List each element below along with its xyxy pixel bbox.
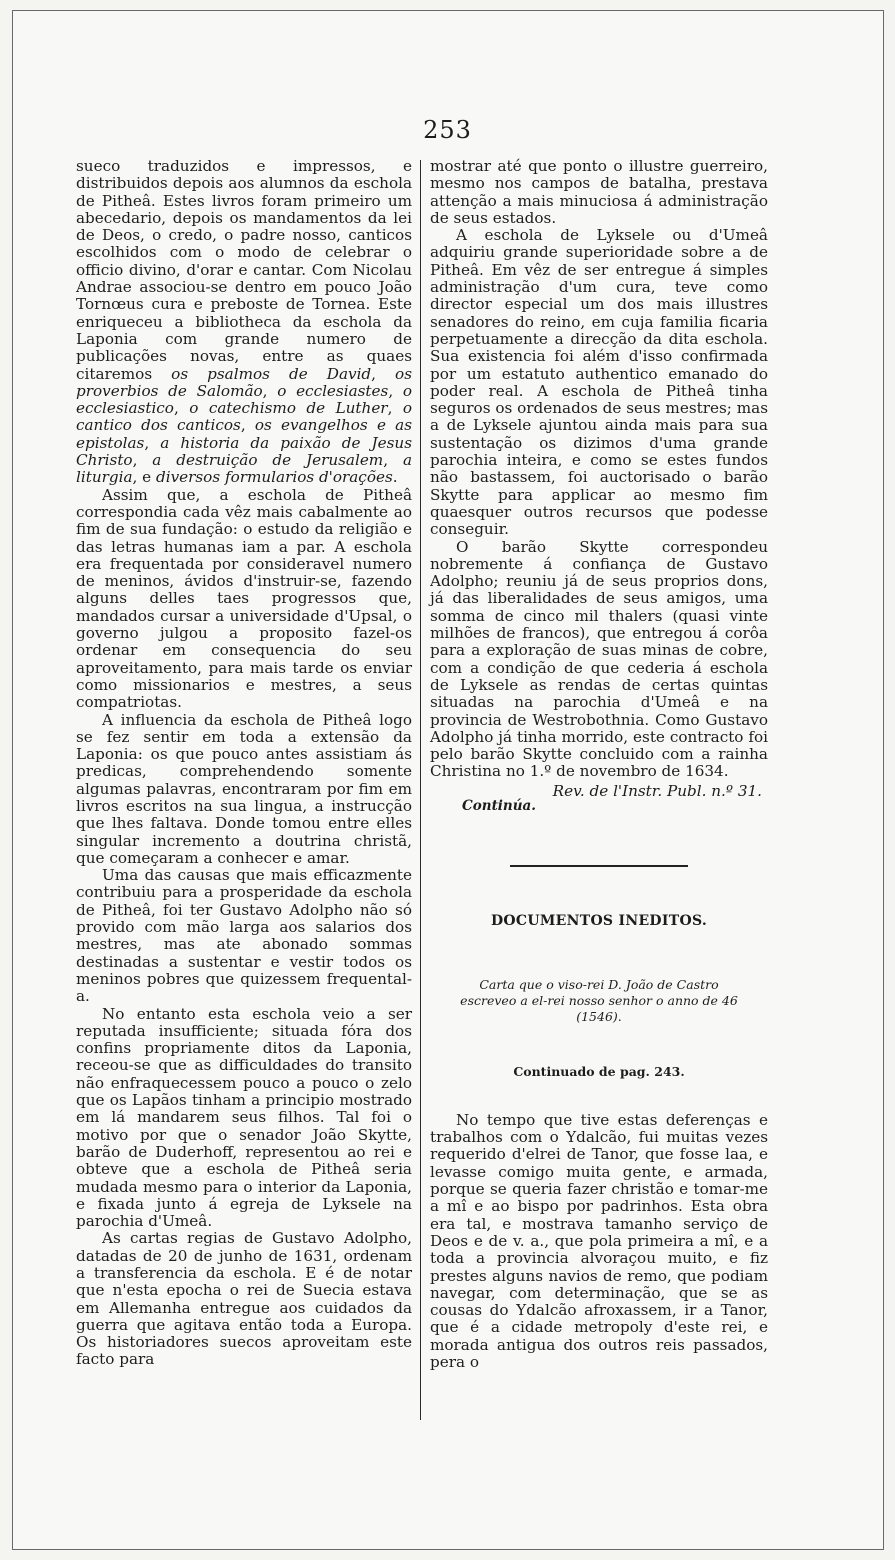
italic-title: diversos formularios d'orações	[155, 468, 393, 487]
paragraph: As cartas regias de Gustavo Adolpho, datadas de 20 de junho de 1631, ordenam a transferencia da eschola. E é de notar que n'esta epocha o rei de Suecia estava em Allemanha entregue aos cuidados da guerra que agitava então toda a Europa. Os historiadores suecos aproveitam este facto para	[76, 1229, 412, 1369]
paragraph: Uma das causas que mais efficazmente contribuiu para a prosperidade da eschola de Pitheâ, foi ter Gustavo Adolpho não só provido com mão larga aos salarios dos mestres, mas ate abonado sommas destinadas a sustentar e vestir todos os meninos pobres que quizessem frequental-a.	[76, 866, 412, 1006]
page-number: 253	[423, 116, 472, 144]
separator: ,	[388, 381, 403, 400]
paragraph-text: sueco traduzidos e impressos, e distribuidos depois aos alumnos da eschola de Pitheâ. Estes livros foram primeiro um abecedario, depois os mandamentos da lei de Deos, o credo, o padre nosso, canticos escolhidos com o modo de celebrar o officio divino, d'orar e cantar. Com Nicolau Andrae associou-se dentro em pouco João Tornœus cura e preboste de Tornea. Este enriqueceu a bibliotheca da eschola da Laponia com grande numero de publicações novas, entre as quaes citaremos	[76, 157, 412, 383]
italic-title: o cantico dos canticos	[76, 399, 413, 435]
italic-title: a destruição de Jerusalem	[152, 451, 384, 470]
section-separator-rule	[510, 865, 688, 867]
separator: ,	[383, 451, 403, 470]
separator: ,	[371, 364, 396, 383]
italic-title: os evangelhos e as epistolas	[76, 416, 413, 452]
italic-title: a historia da paixão de Jesus Christo	[76, 433, 413, 470]
paragraph: O barão Skytte correspondeu nobremente á confiança de Gustavo Adolpho; reuniu já de seus proprios dons, já das liberalidades de seus amigos, uma somma de cinco mil thalers (quasi vinte milhões de francos), que entregou á corôa para a exploração de suas minas de cobre, com a condição de que cederia á eschola de Lyksele as rendas de certas quintas situadas na parochia d'Umeâ e na provincia de Westrobothnia. Como Gustavo Adolpho já tinha morrido, este contracto foi pelo barão Skytte concluido com a rainha Christina no 1.º de novembro de 1634.	[430, 537, 768, 781]
separator: .	[392, 468, 398, 487]
italic-title: o ecclesiastico	[76, 381, 413, 418]
separator: ,	[387, 399, 403, 418]
paragraph: mostrar até que ponto o illustre guerreiro, mesmo nos campos de batalha, prestava attenção a mais minuciosa á administração de seus estados.	[430, 157, 768, 227]
right-column	[430, 158, 768, 1371]
continua-note: Continúa.	[462, 797, 537, 814]
italic-title: o catechismo de Luther	[189, 399, 388, 418]
left-column	[76, 158, 412, 1369]
source-citation: Rev. de l'Instr. Publ. n.º 31.	[552, 781, 762, 800]
italic-title: os proverbios de Salomão	[76, 364, 412, 400]
separator: ,	[132, 451, 153, 470]
paragraph: Assim que, a eschola de Pitheâ correspondia cada vêz mais cabalmente ao fim de sua fundação: o estudo da religião e das letras humanas iam a par. A eschola era frequentada por consideravel numero de meninos, ávidos d'instruir-se, fazendo alguns delles taes progressos que, mandados cursar a universidade d'Upsal, o governo julgou a proposito fazel-os ordenar em consequencia do seu aproveitamento, para mais tarde os enviar como missionarios e mestres, a seus compatriotas.	[76, 485, 412, 712]
paragraph: A eschola de Lyksele ou d'Umeâ adquiriu grande superioridade sobre a de Pitheâ. Em vêz de ser entregue á simples administração d'um cura, teve como director especial um dos mais illustres senadores do reino, em cuja familia ficaria perpetuamente a direcção da dita eschola. Sua existencia foi além d'isso confirmada por um estatuto authentico emanado do poder real. A eschola de Pitheâ tinha seguros os ordenados de seus mestres; mas a de Lyksele ajuntou ainda mais para sua sustentação os dizimos d'uma grande parochia inteira, e como se estes fundos não bastassem, foi auctorisado o barão Skytte para applicar ao mesmo fim quaesquer outros recursos que podesse conseguir.	[430, 226, 768, 539]
letter-subtitle: Carta que o viso-rei D. João de Castro escreveo a el-rei nosso senhor o anno de 46 (1546).	[460, 976, 738, 1024]
separator: ,	[240, 416, 255, 435]
separator: , e	[132, 468, 156, 487]
separator: ,	[262, 381, 278, 400]
paragraph	[76, 158, 412, 487]
italic-title: a liturgia	[76, 451, 412, 487]
section-heading: DOCUMENTOS INEDITOS.	[490, 913, 708, 930]
italic-title: os psalmos de David	[171, 364, 372, 383]
letter-paragraph: No tempo que tive estas deferenças e trabalhos com o Ydalcão, fui muitas vezes requerido d'elrei de Tanor, que fosse laa, e levasse comigo muita gente, e armada, porque se queria fazer christão e tomar-me a mî e ao bispo por padrinhos. Esta obra era tal, e mostrava tamanho serviço de Deos e de v. a., que pola primeira a mî, e a toda a provincia alvoraçou muito, e fiz prestes alguns navios de remo, que podiam navegar, com determinação, que se as cousas do Ydalcão afroxassem, ir a Tanor, que é a cidade metropoly d'este rei, e morada antigua dos outros reis passados, pera o	[430, 1110, 768, 1372]
paragraph: A influencia da eschola de Pitheâ logo se fez sentir em toda a extensão da Laponia: os que pouco antes assistiam ás predicas, comprehendendo somente algumas palavras, encontraram por fim em livros escritos na sua lingua, a instrucção que lhes faltava. Donde tomou entre elles singular incremento a doutrina christã, que começaram a conhecer e amar.	[76, 710, 412, 867]
continued-from-note: Continuado de pag. 243.	[513, 1063, 685, 1079]
italic-title: o ecclesiastes	[277, 381, 389, 400]
paragraph: No entanto esta eschola veio a ser reputada insufficiente; situada fóra dos confins propriamente ditos da Laponia, receou-se que as difficuldades do transito não enfraquecessem pouco a pouco o zelo que os Lapãos tinham a principio mostrado em lá mandarem seus filhos. Tal foi o motivo por que o senador João Skytte, barão de Duderhoff, representou ao rei e obteve que a eschola de Pitheâ seria mudada mesmo para o interior da Laponia, e fixada junto á egreja de Lyksele na parochia d'Umeâ.	[76, 1004, 412, 1231]
separator: ,	[144, 433, 161, 452]
separator: ,	[173, 399, 190, 418]
column-divider	[420, 160, 421, 1420]
